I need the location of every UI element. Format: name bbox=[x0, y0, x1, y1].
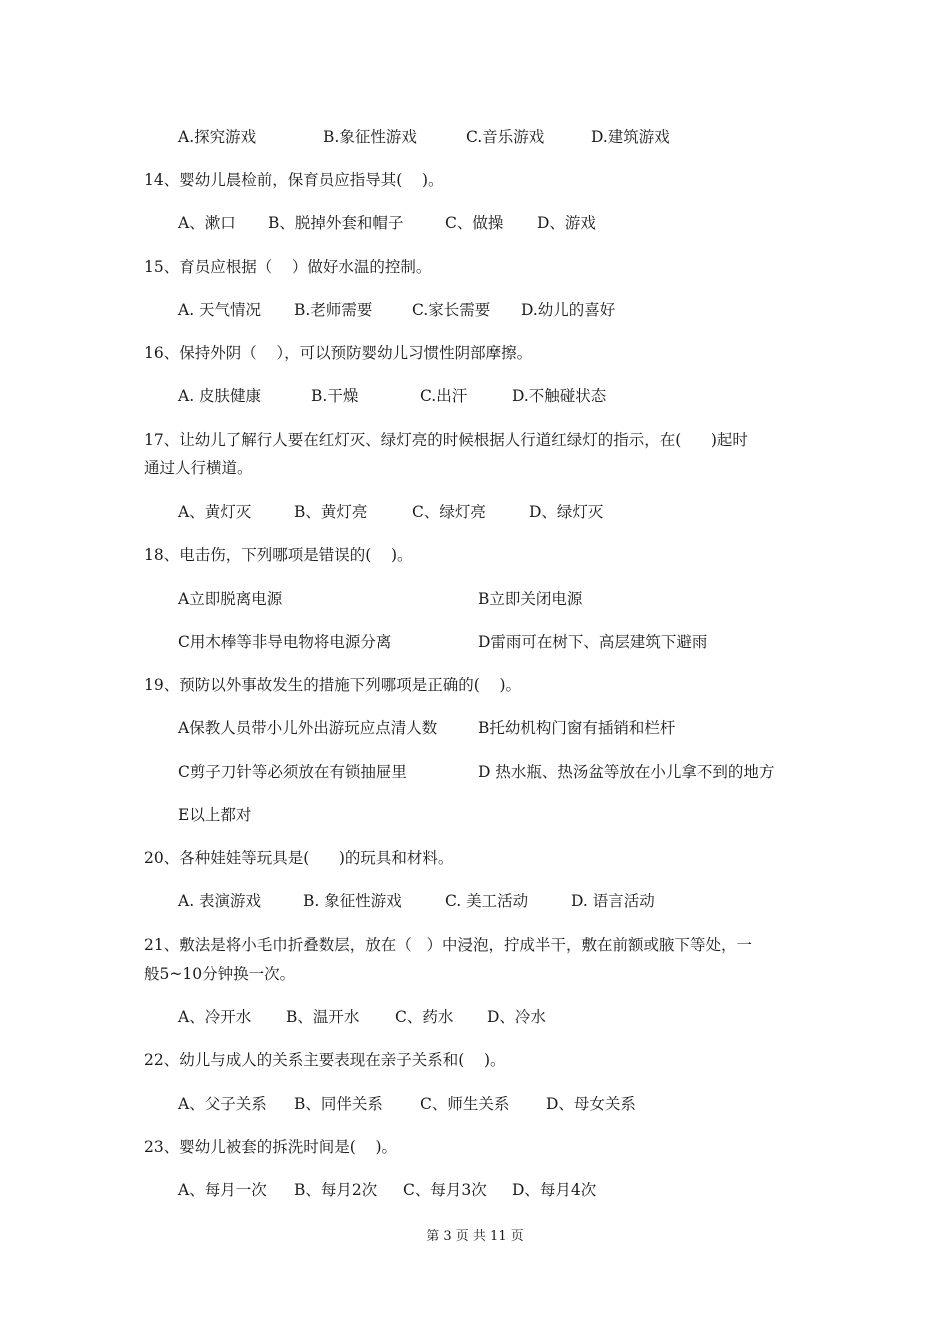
question-16-stem: 16、保持外阴（ ），可以预防婴幼儿习惯性阴部摩擦。 bbox=[144, 344, 533, 362]
option-b: B、同伴关系 bbox=[294, 1095, 383, 1113]
question-20-stem: 20、各种娃娃等玩具是( )的玩具和材料。 bbox=[144, 849, 454, 867]
option-b: B.老师需要 bbox=[294, 301, 373, 319]
option-d: D.建筑游戏 bbox=[591, 128, 670, 146]
question-17-stem: 17、让幼儿了解行人要在红灯灭、绿灯亮的时候根据人行道红绿灯的指示，在( )起时 bbox=[144, 431, 748, 449]
option-c: C.音乐游戏 bbox=[466, 128, 545, 146]
option-a: A、漱口 bbox=[178, 214, 236, 232]
option-a: A、冷开水 bbox=[178, 1008, 252, 1026]
option-a: A. 表演游戏 bbox=[178, 892, 262, 910]
option-b: B.干燥 bbox=[311, 387, 359, 405]
option-b: B、每月2次 bbox=[294, 1181, 378, 1199]
question-23-stem: 23、婴幼儿被套的拆洗时间是( )。 bbox=[144, 1138, 398, 1156]
option-d: D、绿灯灭 bbox=[529, 503, 604, 521]
option-b: B、脱掉外套和帽子 bbox=[268, 214, 404, 232]
option-a: A保教人员带小儿外出游玩应点清人数 bbox=[178, 719, 438, 737]
question-22-stem: 22、幼儿与成人的关系主要表现在亲子关系和( )。 bbox=[144, 1051, 506, 1069]
option-c: C.出汗 bbox=[420, 387, 468, 405]
question-17-stem-continued: 通过人行横道。 bbox=[144, 459, 253, 477]
question-21-stem: 21、敷法是将小毛巾折叠数层，放在（ ）中浸泡，拧成半干，敷在前额或腋下等处，一 bbox=[144, 936, 753, 954]
option-a: A、黄灯灭 bbox=[178, 503, 252, 521]
option-d: D.幼儿的喜好 bbox=[521, 301, 616, 319]
option-a: A. 皮肤健康 bbox=[178, 387, 262, 405]
question-15-stem: 15、育员应根据（ ）做好水温的控制。 bbox=[144, 258, 432, 276]
option-a: A. 天气情况 bbox=[178, 301, 262, 319]
option-c: C、药水 bbox=[395, 1008, 454, 1026]
option-e: E以上都对 bbox=[178, 806, 252, 824]
option-b: B托幼机构门窗有插销和栏杆 bbox=[478, 719, 676, 737]
option-d: D、母女关系 bbox=[546, 1095, 636, 1113]
option-c: C用木棒等非导电物将电源分离 bbox=[178, 633, 392, 651]
question-18-stem: 18、电击伤，下列哪项是错误的( )。 bbox=[144, 546, 413, 564]
option-d: D.不触碰状态 bbox=[512, 387, 607, 405]
option-c: C. 美工活动 bbox=[445, 892, 529, 910]
option-a: A立即脱离电源 bbox=[178, 590, 283, 608]
option-b: B. 象征性游戏 bbox=[303, 892, 402, 910]
option-b: B立即关闭电源 bbox=[478, 590, 583, 608]
option-b: B.象征性游戏 bbox=[323, 128, 417, 146]
option-c: C剪子刀针等必须放在有锁抽屉里 bbox=[178, 763, 407, 781]
option-b: B、黄灯亮 bbox=[294, 503, 368, 521]
option-c: C、师生关系 bbox=[420, 1095, 510, 1113]
question-21-stem-continued: 般5~10分钟换一次。 bbox=[144, 965, 296, 983]
option-c: C.家长需要 bbox=[412, 301, 491, 319]
option-c: C、做操 bbox=[445, 214, 504, 232]
option-d: D. 语言活动 bbox=[571, 892, 655, 910]
option-a: A、每月一次 bbox=[178, 1181, 267, 1199]
question-14-stem: 14、婴幼儿晨检前，保育员应指导其( )。 bbox=[144, 171, 444, 189]
option-d: D、游戏 bbox=[537, 214, 596, 232]
page-number-footer: 第 3 页 共 11 页 bbox=[426, 1229, 524, 1244]
option-c: C、每月3次 bbox=[403, 1181, 487, 1199]
option-d: D、每月4次 bbox=[512, 1181, 597, 1199]
option-d: D 热水瓶、热汤盆等放在小儿拿不到的地方 bbox=[478, 763, 775, 781]
option-d: D、冷水 bbox=[487, 1008, 546, 1026]
question-19-stem: 19、预防以外事故发生的措施下列哪项是正确的( )。 bbox=[144, 676, 522, 694]
option-d: D雷雨可在树下、高层建筑下避雨 bbox=[478, 633, 708, 651]
option-c: C、绿灯亮 bbox=[412, 503, 486, 521]
option-b: B、温开水 bbox=[286, 1008, 360, 1026]
option-a: A.探究游戏 bbox=[178, 128, 257, 146]
option-a: A、父子关系 bbox=[178, 1095, 267, 1113]
